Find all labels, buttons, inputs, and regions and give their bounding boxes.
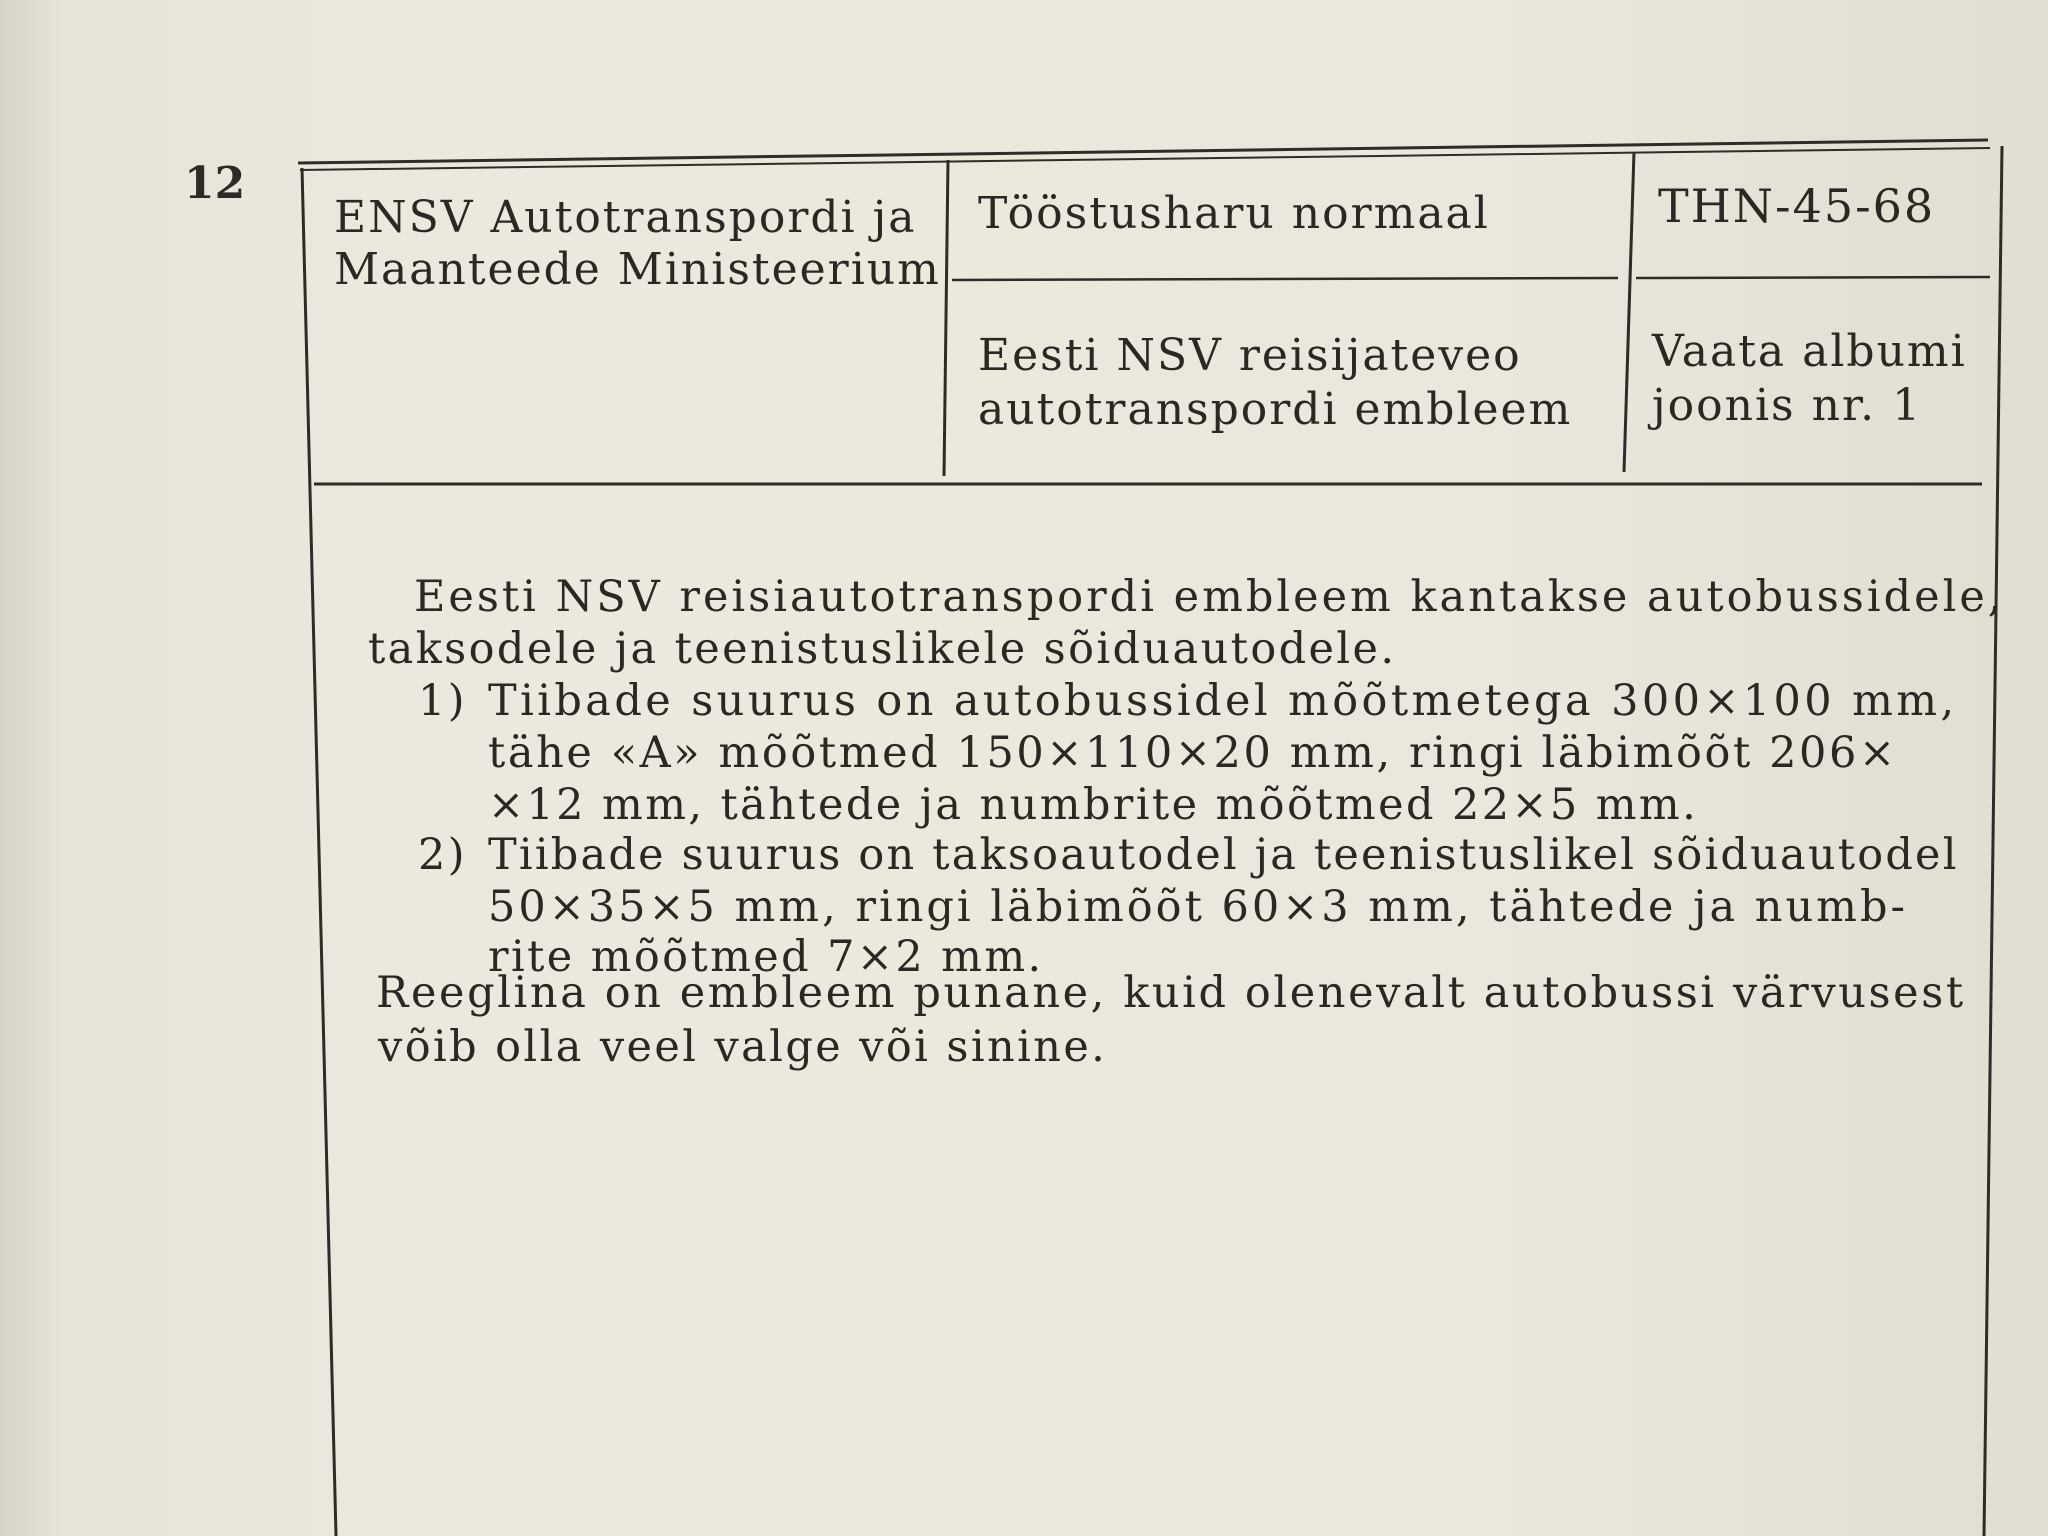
standard-type: Tööstusharu normaal xyxy=(978,188,1490,239)
item-2-line-3: rite mõõtmed 7⨯2 mm. xyxy=(488,932,1044,982)
intro-line-2: taksodele ja teenistuslikele sõiduautodele. xyxy=(368,624,1397,674)
reference-line-2: joonis nr. 1 xyxy=(1652,380,1923,431)
item-1-line-2: tähe «A» mõõtmed 150⨯110⨯20 mm, ringi läbimõõt 206⨯ xyxy=(488,728,1898,778)
intro-line-1: Eesti NSV reisiautotranspordi embleem kantakse autobussidele, xyxy=(414,572,2005,622)
item-2-line-1: Tiibade suurus on taksoautodel ja teenistuslikel sõiduautodel xyxy=(488,830,1959,880)
middle-rule-center xyxy=(952,278,1618,280)
item-2-number: 2) xyxy=(418,830,467,880)
subject-line-2: autotranspordi embleem xyxy=(978,384,1573,435)
column-separator-1 xyxy=(944,160,948,476)
item-1-line-1: Tiibade suurus on autobussidel mõõtmetega 300⨯100 mm, xyxy=(488,676,1958,726)
page-number: 12 xyxy=(184,158,246,209)
standard-code: THN-45-68 xyxy=(1658,179,1936,233)
item-1-line-3: ⨯12 mm, tähtede ja numbrite mõõtmed 22⨯5 mm. xyxy=(488,780,1699,830)
reference-line-1: Vaata albumi xyxy=(1652,326,1967,377)
closing-line-1: Reeglina on embleem punane, kuid olenevalt autobussi värvusest xyxy=(376,968,1966,1018)
item-2-line-2: 50⨯35⨯5 mm, ringi läbimõõt 60⨯3 mm, tähtede ja numb- xyxy=(488,882,1909,932)
organization-line-1: ENSV Autotranspordi ja xyxy=(334,192,917,243)
column-separator-2 xyxy=(1624,152,1634,472)
subject-line-1: Eesti NSV reisijateveo xyxy=(978,330,1522,381)
left-border xyxy=(302,168,336,1536)
closing-line-2: võib olla veel valge või sinine. xyxy=(378,1022,1108,1072)
right-border xyxy=(1984,146,2002,1536)
item-1-number: 1) xyxy=(418,676,467,726)
organization-line-2: Maanteede Ministeerium xyxy=(334,244,941,295)
middle-rule-right xyxy=(1636,277,1990,278)
